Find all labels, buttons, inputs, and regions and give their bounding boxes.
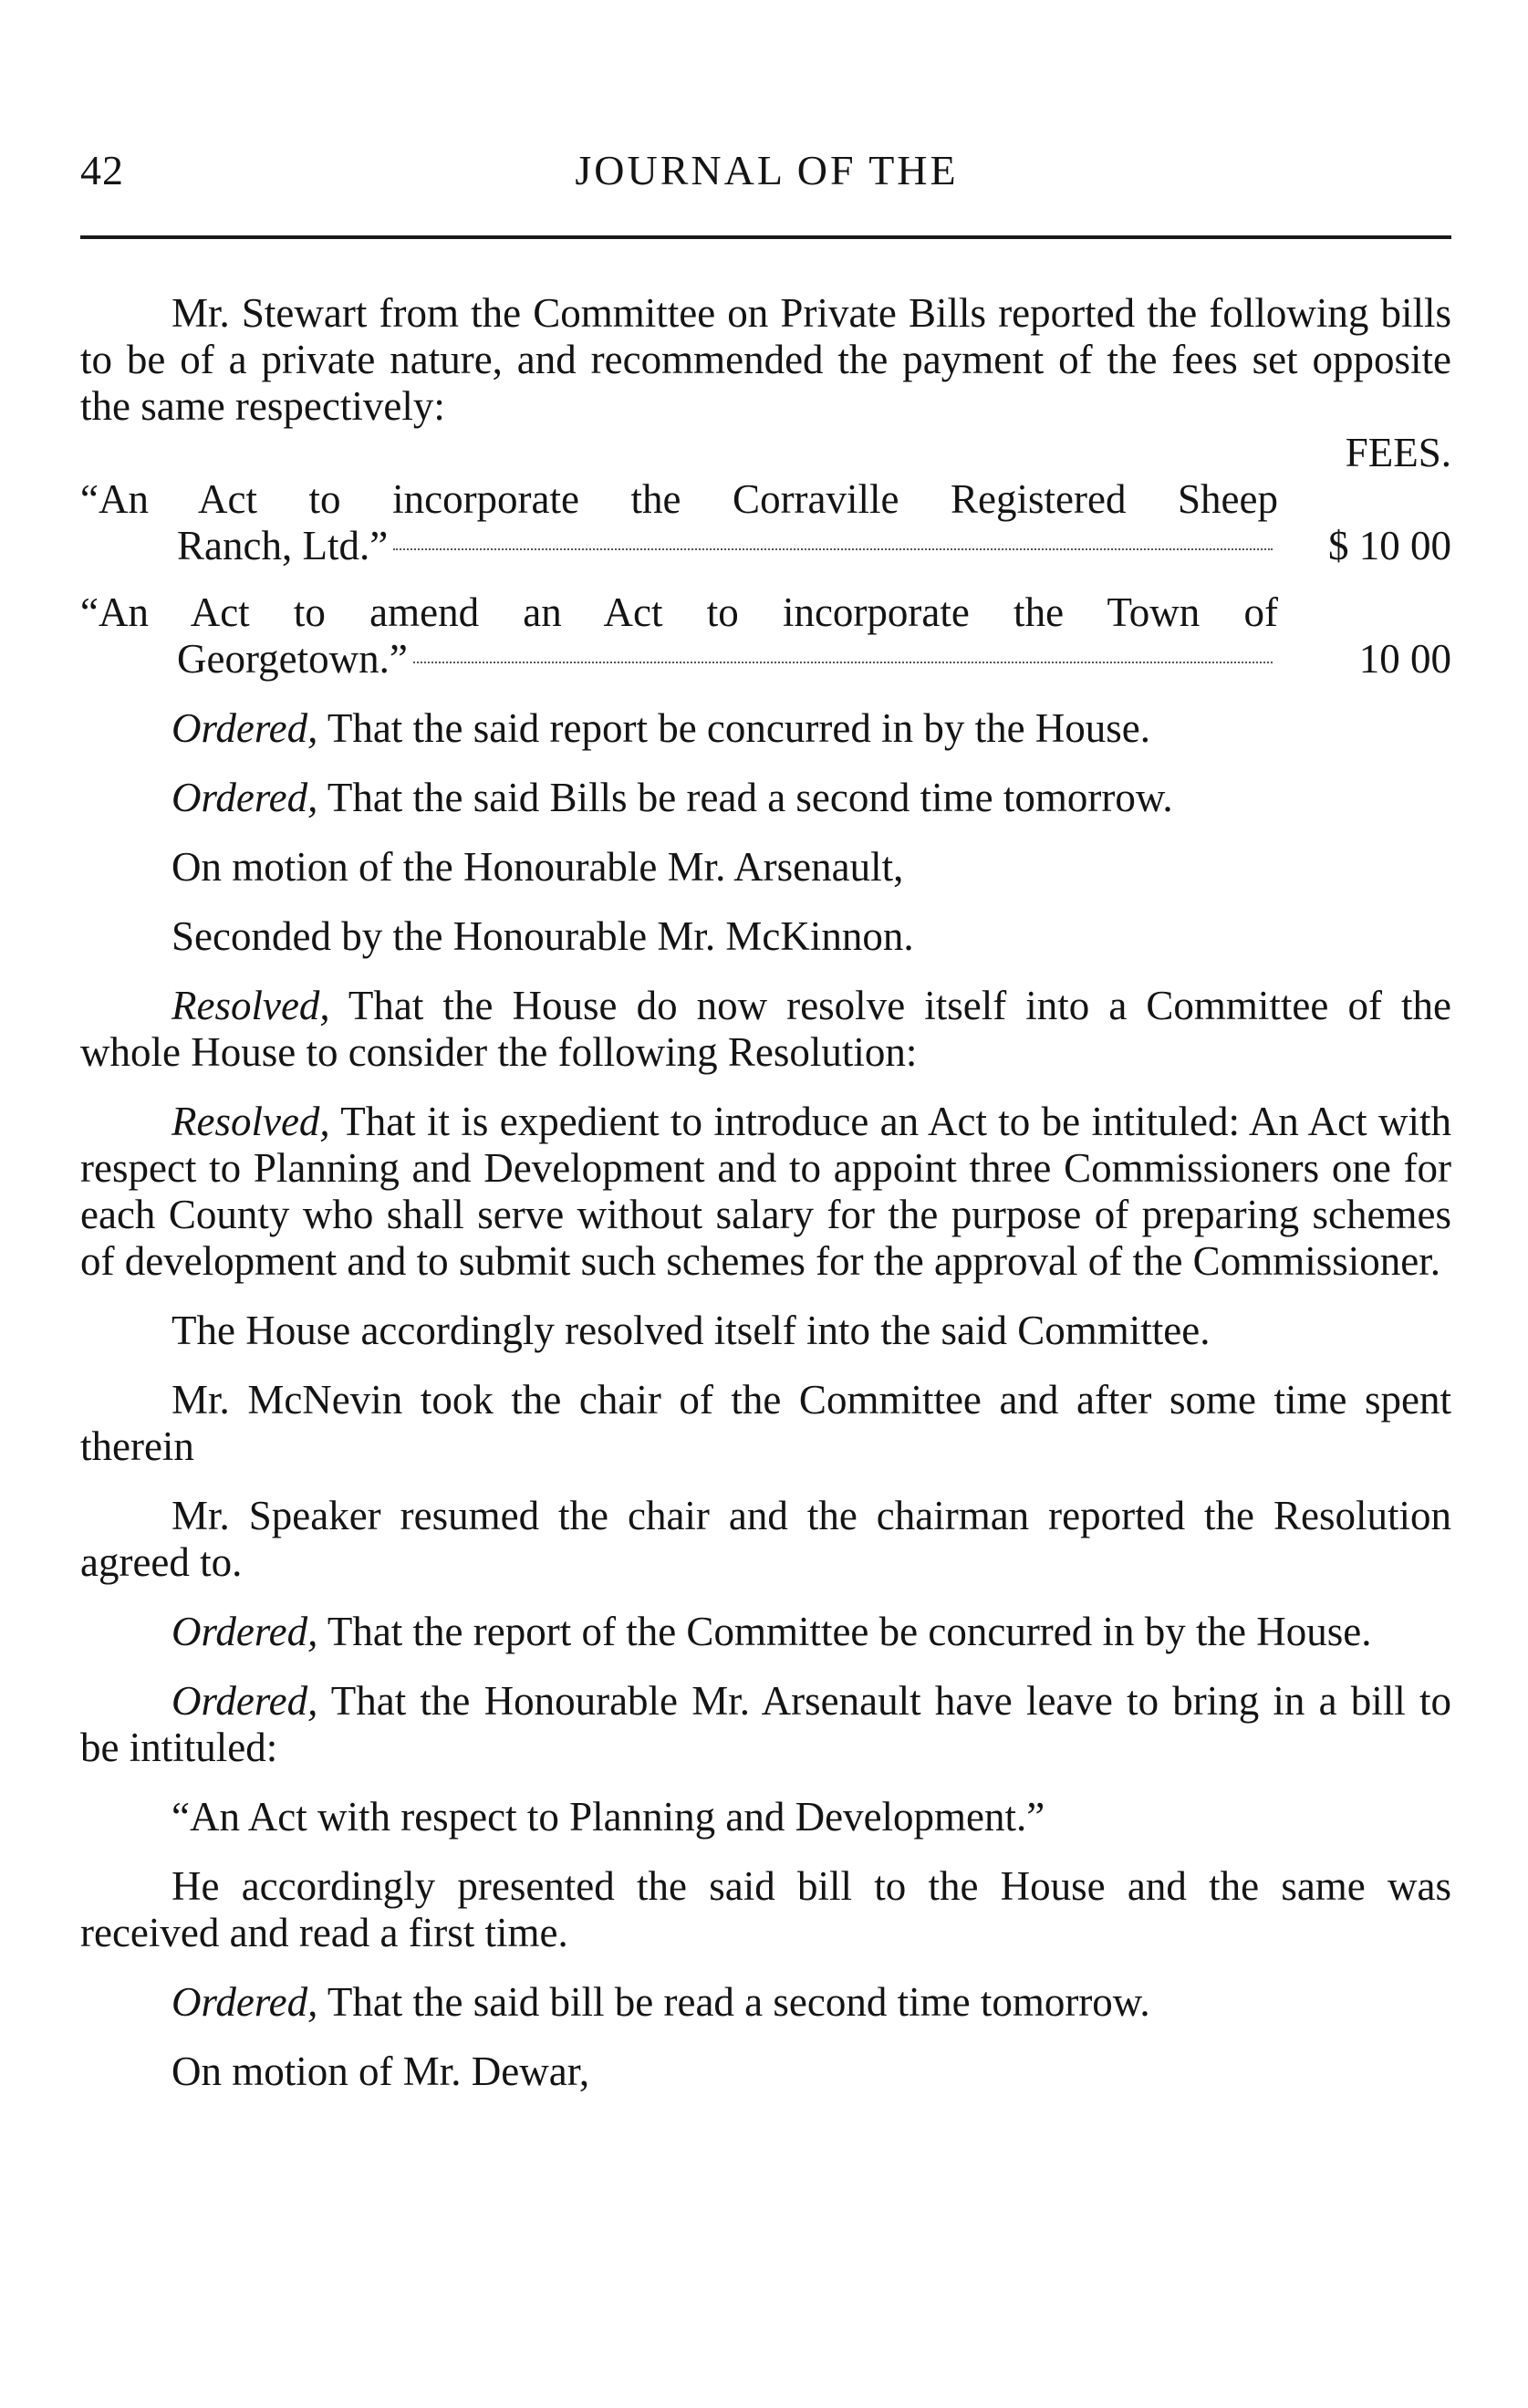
body-paragraph [80, 1099, 1451, 1285]
paragraph-text: On motion of the Honourable Mr. Arsenault, [172, 844, 904, 890]
paragraph-lead: Ordered, [172, 1979, 318, 2025]
body-paragraph [80, 1377, 1451, 1470]
paragraph-lead: Ordered, [172, 1678, 318, 1724]
body-paragraph [80, 913, 1451, 960]
paragraph-text: That the Honourable Mr. Arsenault have leave to bring in a bill to be intituled: [80, 1678, 1451, 1770]
body-paragraph [80, 705, 1451, 752]
bill-fee: $ 10 00 [1328, 523, 1451, 568]
body-paragraph [80, 1308, 1451, 1354]
dot-leader [393, 548, 1273, 550]
body-paragraph [80, 983, 1451, 1076]
body-paragraph [80, 844, 1451, 891]
body-paragraph [80, 1863, 1451, 1956]
paragraph-text: That the said Bills be read a second time tomorrow. [317, 775, 1173, 820]
paragraph-lead: Resolved, [172, 1099, 330, 1144]
body-paragraph [80, 1794, 1451, 1840]
paragraph-text: Mr. Speaker resumed the chair and the chairman reported the Resolution agreed to. [80, 1493, 1451, 1585]
paragraph-lead: Ordered, [172, 1609, 318, 1654]
bill-fee: 10 00 [1358, 636, 1451, 682]
paragraph-text: That the said report be concurred in by the House. [317, 705, 1151, 751]
fees-heading: FEES. [1345, 430, 1451, 475]
journal-body [80, 290, 1451, 2095]
running-head: JOURNAL OF THE [575, 147, 959, 193]
paragraph-text: That the report of the Committee be concurred in by the House. [317, 1609, 1372, 1654]
bill-entry [80, 589, 1451, 683]
body-paragraph [80, 1609, 1451, 1655]
paragraph-text: He accordingly presented the said bill to the House and the same was received and read a first time. [80, 1863, 1451, 1955]
bill-title-continuation: Georgetown.” [177, 636, 408, 682]
body-paragraph [80, 1678, 1451, 1771]
intro-paragraph: Mr. Stewart from the Committee on Private Bills reported the following bills to be of a private nature, and recommended the payment of the fees set opposite the same respectively: [80, 290, 1451, 429]
paragraph-text: That the said bill be read a second time tomorrow. [317, 1979, 1150, 2025]
paragraph-text: The House accordingly resolved itself into the said Committee. [172, 1308, 1211, 1353]
page-header [80, 146, 1453, 201]
paragraph-lead: Ordered, [172, 705, 318, 751]
paragraph-text: That it is expedient to introduce an Act to be intituled: An Act with respect to Planning and Development and to appoint three Commissioners one for each County who shall serve without salary for the purpose of preparing schemes of development and to submit such schemes for the approval of the Commissioner. [80, 1099, 1451, 1284]
header-rule [80, 235, 1451, 239]
paragraph-lead: Resolved, [172, 983, 330, 1028]
bill-title-line: “An Act to amend an Act to incorporate the Town of [80, 589, 1278, 635]
dot-leader [413, 662, 1273, 663]
page-number: 42 [80, 147, 124, 193]
body-paragraph [80, 1979, 1451, 2026]
bill-title-continuation: Ranch, Ltd.” [177, 523, 389, 568]
body-paragraph [80, 1493, 1451, 1586]
paragraph-lead: Ordered, [172, 775, 318, 820]
body-paragraph [80, 775, 1451, 821]
paragraph-text: On motion of Mr. Dewar, [172, 2048, 590, 2094]
paragraph-text: Seconded by the Honourable Mr. McKinnon. [172, 913, 914, 959]
bill-title-line: “An Act to incorporate the Corraville Registered Sheep [80, 476, 1278, 522]
paragraph-text: Mr. McNevin took the chair of the Committee and after some time spent therein [80, 1377, 1451, 1469]
bill-entry [80, 476, 1451, 569]
paragraph-text: That the House do now resolve itself into a Committee of the whole House to consider the following Resolution: [80, 983, 1451, 1075]
paragraph-text: “An Act with respect to Planning and Development.” [172, 1794, 1045, 1840]
body-paragraph [80, 2048, 1451, 2095]
